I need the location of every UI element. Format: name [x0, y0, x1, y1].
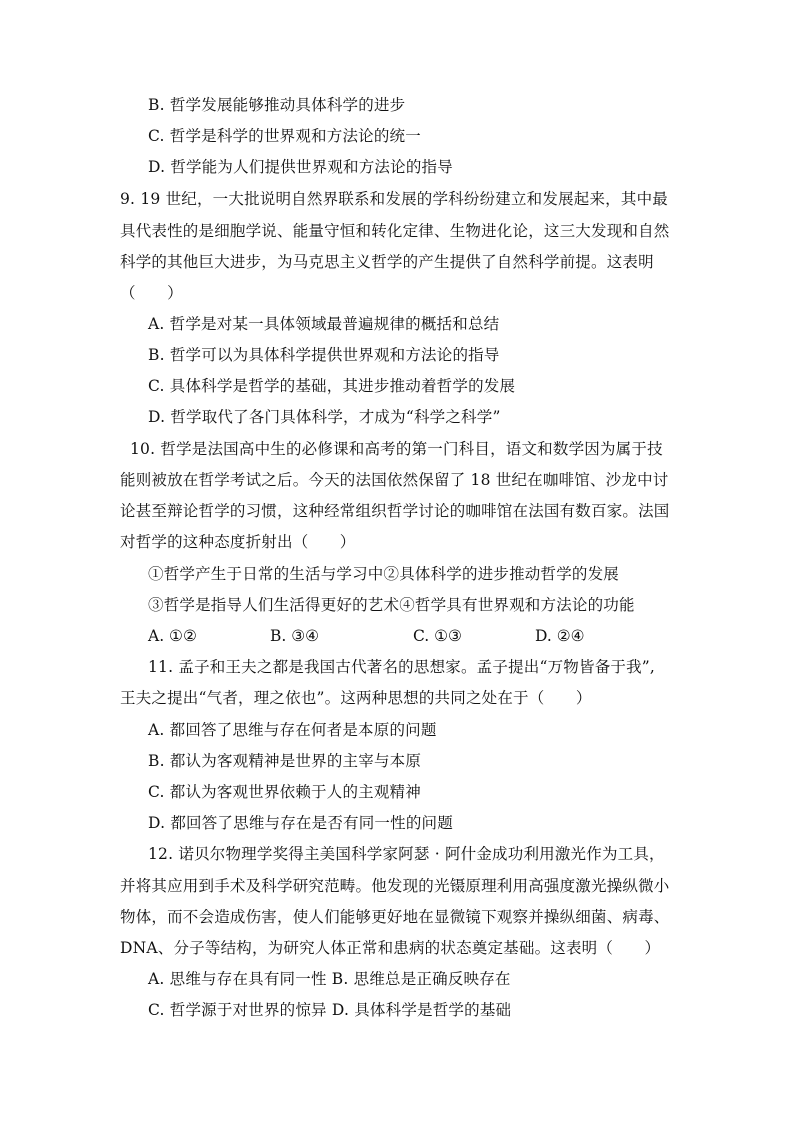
- q9-stem-line-3: 科学的其他巨大进步，为马克思主义哲学的产生提供了自然科学前提。这表明: [120, 253, 654, 271]
- q11-option-d: D. 都回答了思维与存在是否有同一性的问题: [148, 814, 453, 832]
- q12-options-cd: C. 哲学源于对世界的惊异 D. 具体科学是哲学的基础: [148, 1001, 512, 1019]
- q10-stem-line-1: 10. 哲学是法国高中生的必修课和高考的第一门科目，语文和数学因为属于技: [130, 440, 663, 458]
- q10-option-a: A. ①②: [148, 627, 197, 645]
- q10-option-c: C. ①③: [413, 627, 462, 645]
- q10-stem-line-3: 论甚至辩论哲学的习惯，这种经常组织哲学讨论的咖啡馆在法国有数百家。法国: [120, 502, 670, 520]
- q8-option-b: B. 哲学发展能够推动具体科学的进步: [148, 96, 406, 114]
- q11-stem-line-2: 王夫之提出“气者，理之依也”。这两种思想的共同之处在于（ ）: [120, 689, 592, 707]
- q12-stem-line-2: 并将其应用到手术及科学研究范畴。他发现的光镊原理利用高强度激光操纵微小: [120, 877, 670, 895]
- q11-stem-line-1: 11. 孟子和王夫之都是我国古代著名的思想家。孟子提出“万物皆备于我”,: [148, 658, 656, 676]
- q12-stem-line-3: 物体，而不会造成伤害，使人们能够更好地在显微镜下观察并操纵细菌、病毒、: [120, 908, 670, 926]
- q8-option-c: C. 哲学是科学的世界观和方法论的统一: [148, 127, 421, 145]
- q8-option-d: D. 哲学能为人们提供世界观和方法论的指导: [148, 158, 453, 176]
- q10-statements-2: ③哲学是指导人们生活得更好的艺术④哲学具有世界观和方法论的功能: [148, 596, 635, 614]
- q9-answer-parens: （ ）: [120, 284, 183, 302]
- q12-options-ab: A. 思维与存在具有同一性 B. 思维总是正确反映存在: [148, 970, 511, 988]
- q9-stem-line-1: 9. 19 世纪，一大批说明自然界联系和发展的学科纷纷建立和发展起来，其中最: [120, 190, 668, 208]
- q10-stem-line-2: 能则被放在哲学考试之后。今天的法国依然保留了 18 世纪在咖啡馆、沙龙中讨: [120, 471, 669, 489]
- q10-statements-1: ①哲学产生于日常的生活与学习中②具体科学的进步推动哲学的发展: [148, 565, 620, 583]
- q12-stem-line-4: DNA、分子等结构，为研究人体正常和患病的状态奠定基础。这表明（ ）: [120, 939, 661, 957]
- q9-option-c: C. 具体科学是哲学的基础，其进步推动着哲学的发展: [148, 377, 516, 395]
- q9-option-a: A. 哲学是对某一具体领域最普遍规律的概括和总结: [148, 315, 500, 333]
- q9-stem-line-2: 具代表性的是细胞学说、能量守恒和转化定律、生物进化论，这三大发现和自然: [120, 222, 670, 240]
- q12-stem-line-1: 12. 诺贝尔物理学奖得主美国科学家阿瑟 · 阿什金成功利用激光作为工具，: [148, 845, 665, 863]
- q10-option-d: D. ②④: [535, 627, 585, 645]
- q11-option-a: A. 都回答了思维与存在何者是本原的问题: [148, 721, 437, 739]
- q10-option-b: B. ③④: [270, 627, 320, 645]
- q9-option-d: D. 哲学取代了各门具体科学，才成为“科学之科学”: [148, 408, 501, 426]
- q10-stem-line-4: 对哲学的这种态度折射出（ ）: [120, 533, 356, 551]
- q11-option-c: C. 都认为客观世界依赖于人的主观精神: [148, 783, 421, 801]
- q11-option-b: B. 都认为客观精神是世界的主宰与本原: [148, 752, 422, 770]
- q9-option-b: B. 哲学可以为具体科学提供世界观和方法论的指导: [148, 346, 500, 364]
